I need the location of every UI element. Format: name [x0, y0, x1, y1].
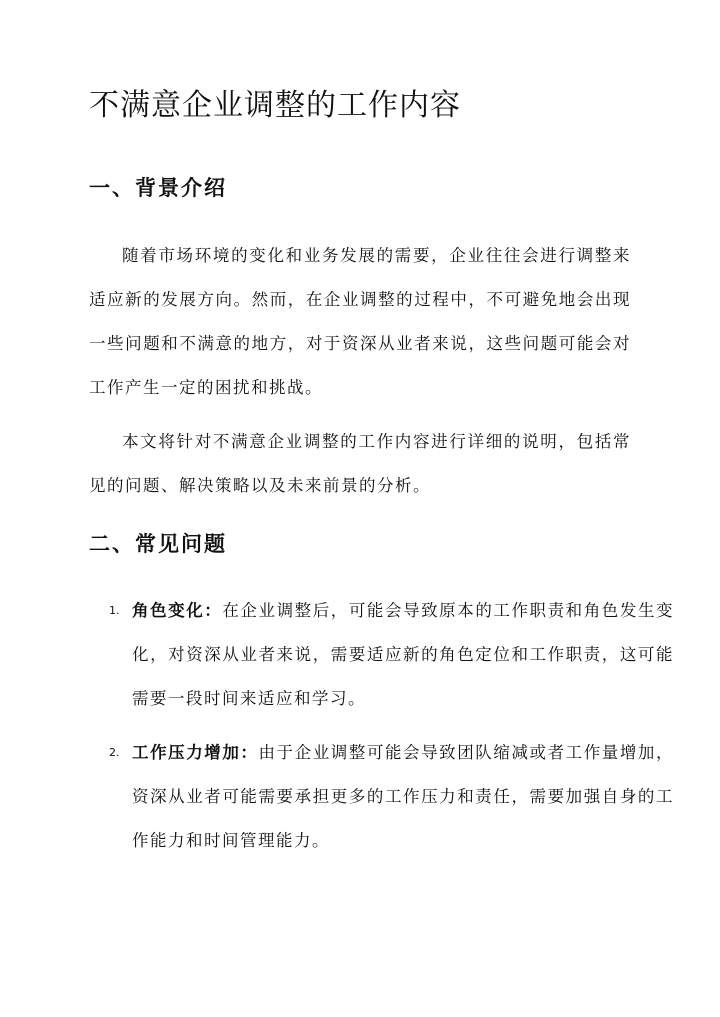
list-item-role-change — [89, 589, 674, 721]
section-heading-background: 一、背景介绍 — [89, 176, 227, 200]
list-item-term: 工作压力增加： — [132, 743, 259, 762]
section-heading-common-issues: 二、常见问题 — [89, 532, 227, 556]
list-item-number: 1. — [109, 604, 120, 617]
background-paragraph-2: 本文将针对不满意企业调整的工作内容进行详细的说明，包括常见的问题、解决策略以及未来前景的分析。 — [89, 432, 631, 495]
document-title: 不满意企业调整的工作内容 — [89, 88, 461, 123]
list-item-number: 2. — [109, 746, 120, 759]
background-paragraph-1: 随着市场环境的变化和业务发展的需要，企业往往会进行调整来适应新的发展方向。然而，在企业调整的过程中，不可避免地会出现一些问题和不满意的地方，对于资深从业者来说，这些问题可能会对工作产生一定的困扰和挑战。 — [89, 246, 631, 397]
list-item-text: 在企业调整后，可能会导致原本的工作职责和角色发生变化，对资深从业者来说，需要适应新的角色定位和工作职责，这可能需要一段时间来适应和学习。 — [132, 601, 675, 708]
list-item-workload-increase — [89, 731, 674, 863]
list-item-text: 由于企业调整可能会导致团队缩减或者工作量增加，资深从业者可能需要承担更多的工作压力和责任，需要加强自身的工作能力和时间管理能力。 — [132, 743, 675, 850]
list-item-term: 角色变化： — [132, 601, 223, 620]
